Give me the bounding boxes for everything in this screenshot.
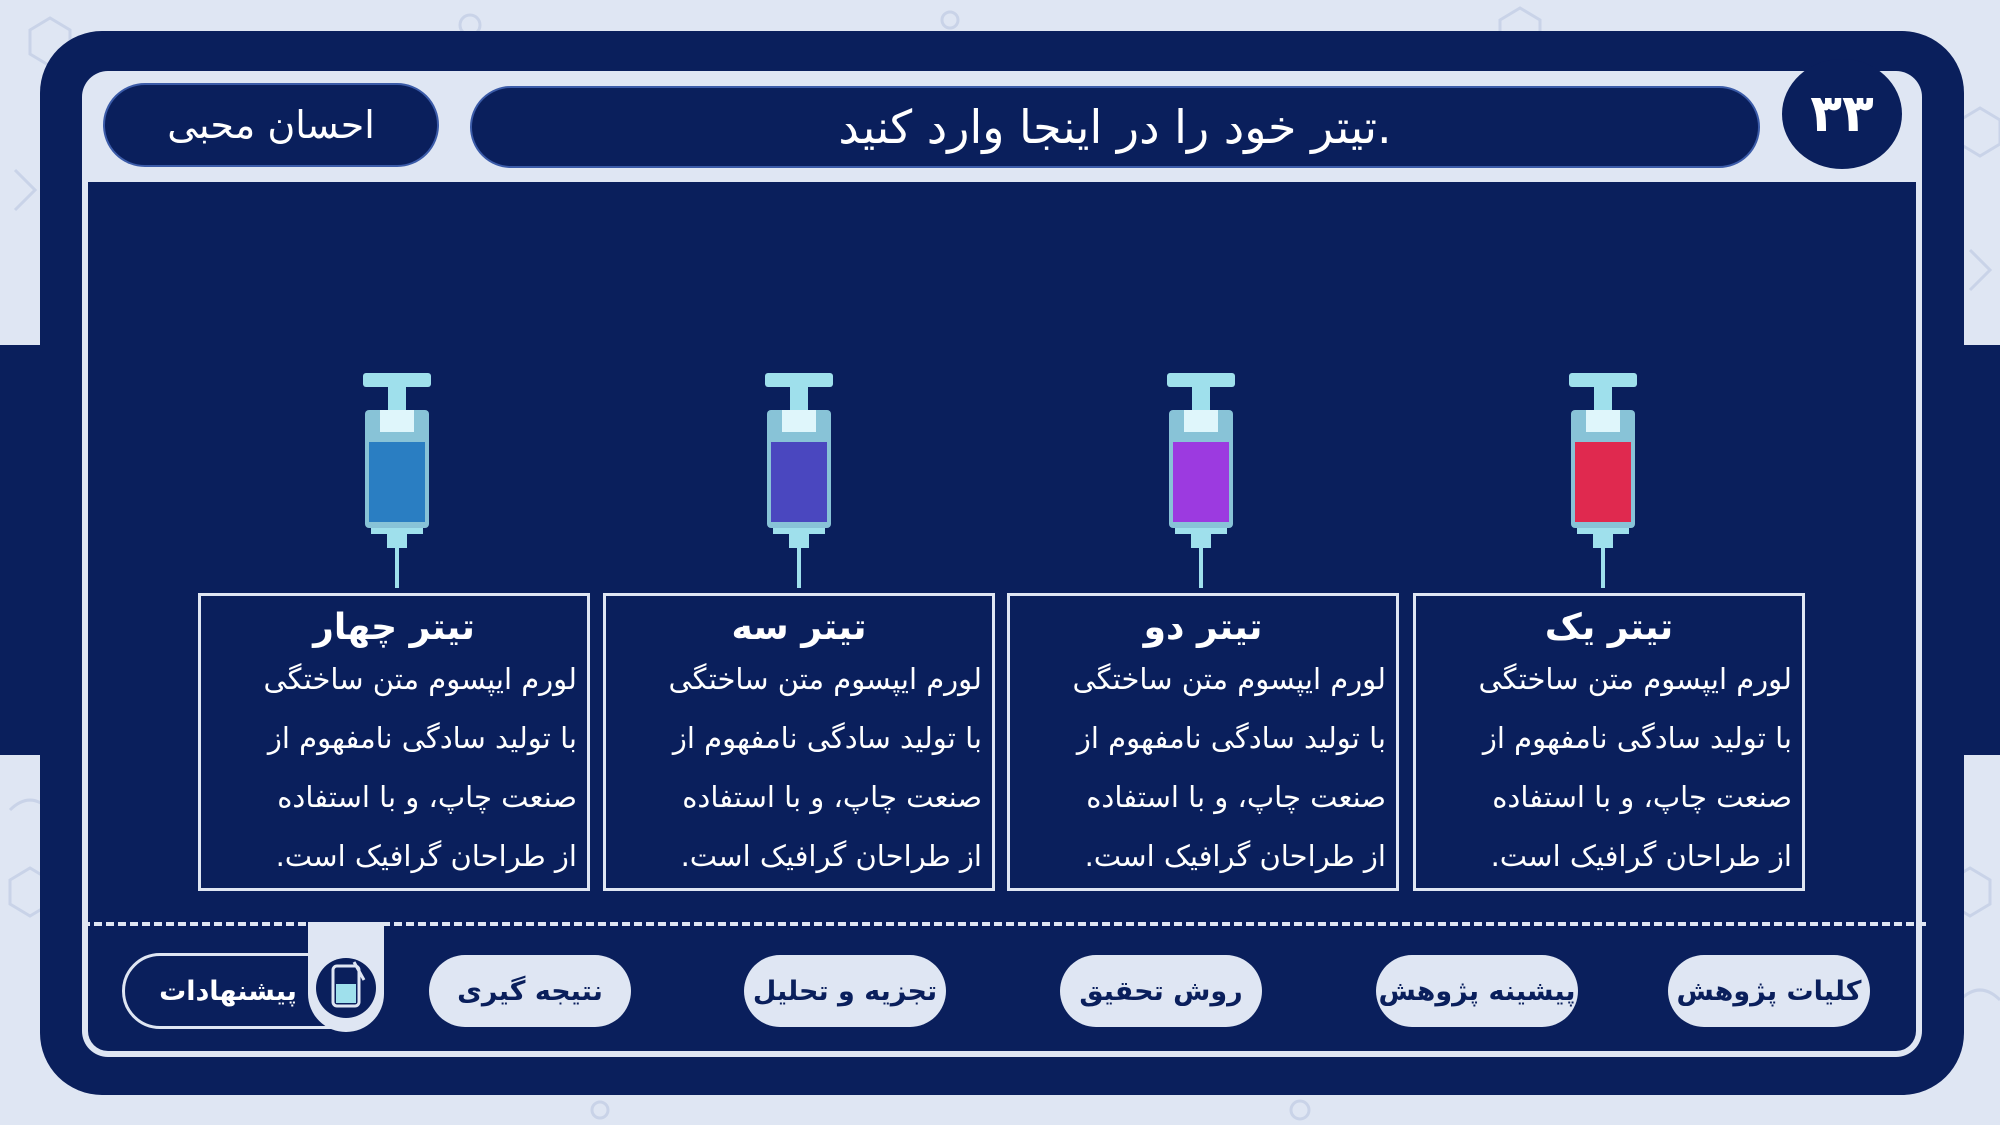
card-line: از طراحان گرافیک است.	[275, 839, 577, 873]
card-line: لورم ایپسوم متن ساختگی	[668, 662, 982, 696]
card-line: لورم ایپسوم متن ساختگی	[1478, 662, 1792, 696]
card-body	[616, 650, 982, 886]
nav-research-overview[interactable]: کلیات پژوهش	[1668, 955, 1870, 1027]
card-line: با تولید سادگی نامفهوم از	[1482, 721, 1792, 755]
beaker-icon	[308, 922, 384, 1032]
author-name: احسان محبی	[103, 83, 439, 167]
card-line: از طراحان گرافیک است.	[680, 839, 982, 873]
nav-active-indicator	[308, 922, 384, 1032]
page-number-badge: ۳۳	[1782, 59, 1902, 169]
card-body	[1426, 650, 1792, 886]
card-title: تیتر چهار	[313, 607, 475, 648]
nav-conclusion[interactable]: نتیجه گیری	[429, 955, 631, 1027]
card-line: لورم ایپسوم متن ساختگی	[263, 662, 577, 696]
nav-literature-review[interactable]: پیشینه پژوهش	[1376, 955, 1578, 1027]
nav-suggestions-label: پیشنهادات	[159, 975, 297, 1007]
syringe-icon	[759, 370, 839, 590]
slide-title: تیتر خود را در اینجا وارد کنید.	[470, 86, 1760, 168]
card-line: با تولید سادگی نامفهوم از	[1076, 721, 1386, 755]
card-4	[198, 593, 590, 891]
nav-research-method[interactable]: روش تحقیق	[1060, 955, 1262, 1027]
card-line: صنعت چاپ، و با استفاده	[1492, 780, 1792, 814]
card-line: با تولید سادگی نامفهوم از	[267, 721, 577, 755]
card-line: از طراحان گرافیک است.	[1084, 839, 1386, 873]
card-line: لورم ایپسوم متن ساختگی	[1072, 662, 1386, 696]
card-3	[603, 593, 995, 891]
syringe-icon	[1161, 370, 1241, 590]
card-line: با تولید سادگی نامفهوم از	[672, 721, 982, 755]
card-line: صنعت چاپ، و با استفاده	[682, 780, 982, 814]
card-title: تیتر دو	[1143, 607, 1263, 648]
card-title: تیتر سه	[731, 607, 867, 648]
card-line: از طراحان گرافیک است.	[1490, 839, 1792, 873]
syringe-icon	[1563, 370, 1643, 590]
card-body	[1020, 650, 1386, 886]
nav-analysis[interactable]: تجزیه و تحلیل	[744, 955, 946, 1027]
card-line: صنعت چاپ، و با استفاده	[1086, 780, 1386, 814]
card-2	[1007, 593, 1399, 891]
card-title: تیتر یک	[1544, 607, 1674, 648]
card-1	[1413, 593, 1805, 891]
card-line: صنعت چاپ، و با استفاده	[277, 780, 577, 814]
syringe-icon	[357, 370, 437, 590]
card-body	[211, 650, 577, 886]
